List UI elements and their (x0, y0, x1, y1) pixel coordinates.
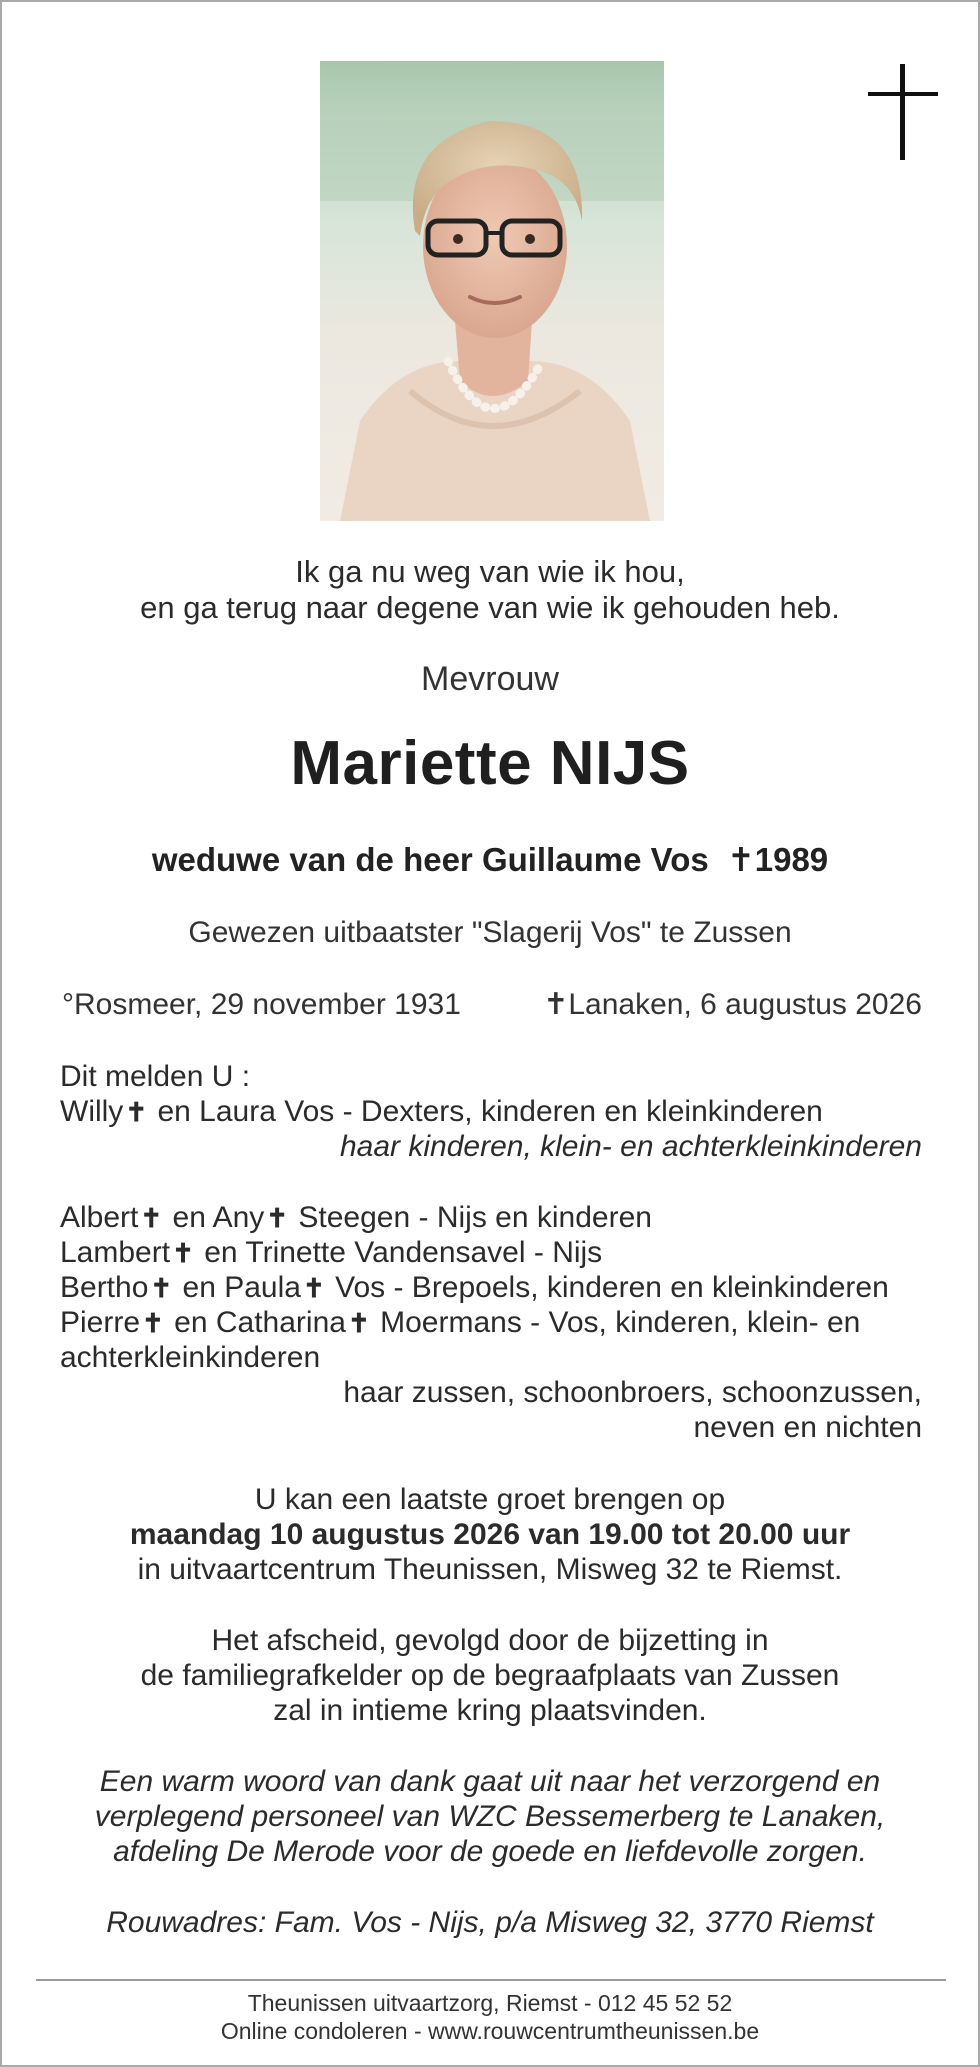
visitation-line-1: U kan een laatste groet brengen op (254, 1483, 726, 1516)
farewell-line-1: Het afscheid, gevolgd door de bijzetting in (211, 1624, 769, 1657)
visitation-line-2: maandag 10 augustus 2026 van 19.00 tot 20.00 uur (129, 1518, 851, 1551)
dagger-symbol: ✝ (727, 841, 755, 878)
thanks-line-1: Een warm woord van dank gaat uit naar het verzorgend en (99, 1765, 881, 1798)
child-line-rest: en Laura Vos - Dexters, kinderen en kleinkinderen (157, 1095, 823, 1128)
siblings-role-1: haar zussen, schoonbroers, schoonzussen, (343, 1376, 922, 1409)
dagger-symbol: ✝ (302, 1273, 325, 1303)
sibling-rest: Vos - Brepoels, kinderen en kleinkinderen (335, 1271, 889, 1304)
widow-text: weduwe van de heer Guillaume Vos (151, 841, 709, 878)
thanks (2, 1764, 978, 1869)
dagger-symbol: ✝ (266, 1203, 289, 1233)
footer (2, 1989, 978, 2045)
children-line (60, 1094, 922, 1130)
sibling-rest: Moermans - Vos, kinderen, klein- en (380, 1306, 861, 1339)
salutation: Mevrouw (421, 660, 559, 698)
quote-line-1: Ik ga nu weg van wie ik hou, (295, 554, 685, 589)
sibling-partner: en Any (172, 1201, 265, 1234)
sibling-line (60, 1270, 922, 1306)
mourning-address: Rouwadres: Fam. Vos - Nijs, p/a Misweg 32, 3770 Riemst (106, 1906, 874, 1939)
visitation-line-3: in uitvaartcentrum Theunissen, Misweg 32 te Riemst. (137, 1553, 843, 1586)
quote (2, 554, 978, 626)
footer-line-2: Online condoleren - www.rouwcentrumtheunissen.be (220, 2018, 760, 2044)
thanks-line-2: verplegend personeel van WZC Bessemerberg te Lanaken, (94, 1800, 886, 1833)
farewell-line-2: de familiegrafkelder op de begraafplaats van Zussen (140, 1659, 840, 1692)
sibling-partner: en Paula (182, 1271, 301, 1304)
dagger-symbol: ✝ (140, 1203, 163, 1233)
sibling-line (60, 1235, 922, 1271)
visitation (2, 1482, 978, 1587)
footer-divider (36, 1979, 946, 1981)
thanks-line-3: afdeling De Merode voor de goede en liefdevolle zorgen. (113, 1835, 867, 1868)
sibling-name: Lambert (60, 1236, 171, 1269)
farewell (2, 1623, 978, 1728)
dagger-symbol: ✝ (543, 988, 569, 1021)
birth-date: °Rosmeer, 29 november 1931 (62, 988, 461, 1021)
dagger-symbol: ✝ (142, 1308, 164, 1338)
death-date-wrap (543, 986, 922, 1024)
dagger-symbol: ✝ (347, 1308, 370, 1338)
portrait-photo (320, 61, 664, 521)
siblings-role-2: neven en nichten (693, 1411, 922, 1444)
widow-line (2, 840, 978, 880)
farewell-line-3: zal in intieme kring plaatsvinden. (273, 1694, 707, 1727)
deceased-name: Mariette NIJS (290, 729, 690, 798)
dagger-symbol: ✝ (172, 1238, 194, 1268)
sibling-partner: en Trinette Vandensavel - Nijs (204, 1236, 603, 1269)
announcement-intro: Dit melden U : (60, 1060, 251, 1093)
sibling-line-cont: achterkleinkinderen (60, 1341, 321, 1374)
dagger-symbol: ✝ (125, 1097, 148, 1127)
latin-cross-icon (868, 64, 938, 160)
sibling-name: Bertho (60, 1271, 149, 1304)
quote-line-2: en ga terug naar degene van wie ik gehouden heb. (140, 590, 840, 625)
sibling-line (60, 1305, 922, 1341)
footer-line-1: Theunissen uitvaartzorg, Riemst - 012 45 52 52 (247, 1990, 733, 2016)
dagger-symbol: ✝ (150, 1273, 173, 1303)
sibling-line (60, 1200, 922, 1236)
widow-year: 1989 (754, 841, 829, 878)
death-date: Lanaken, 6 augustus 2026 (568, 988, 922, 1021)
sibling-name: Pierre (60, 1306, 141, 1339)
occupation: Gewezen uitbaatster "Slagerij Vos" te Zussen (188, 916, 792, 949)
child-name: Willy (60, 1095, 124, 1128)
sibling-name: Albert (60, 1201, 139, 1234)
sibling-partner: en Catharina (174, 1306, 346, 1339)
sibling-rest: Steegen - Nijs en kinderen (298, 1201, 652, 1234)
children-role: haar kinderen, klein- en achterkleinkinderen (339, 1130, 922, 1163)
